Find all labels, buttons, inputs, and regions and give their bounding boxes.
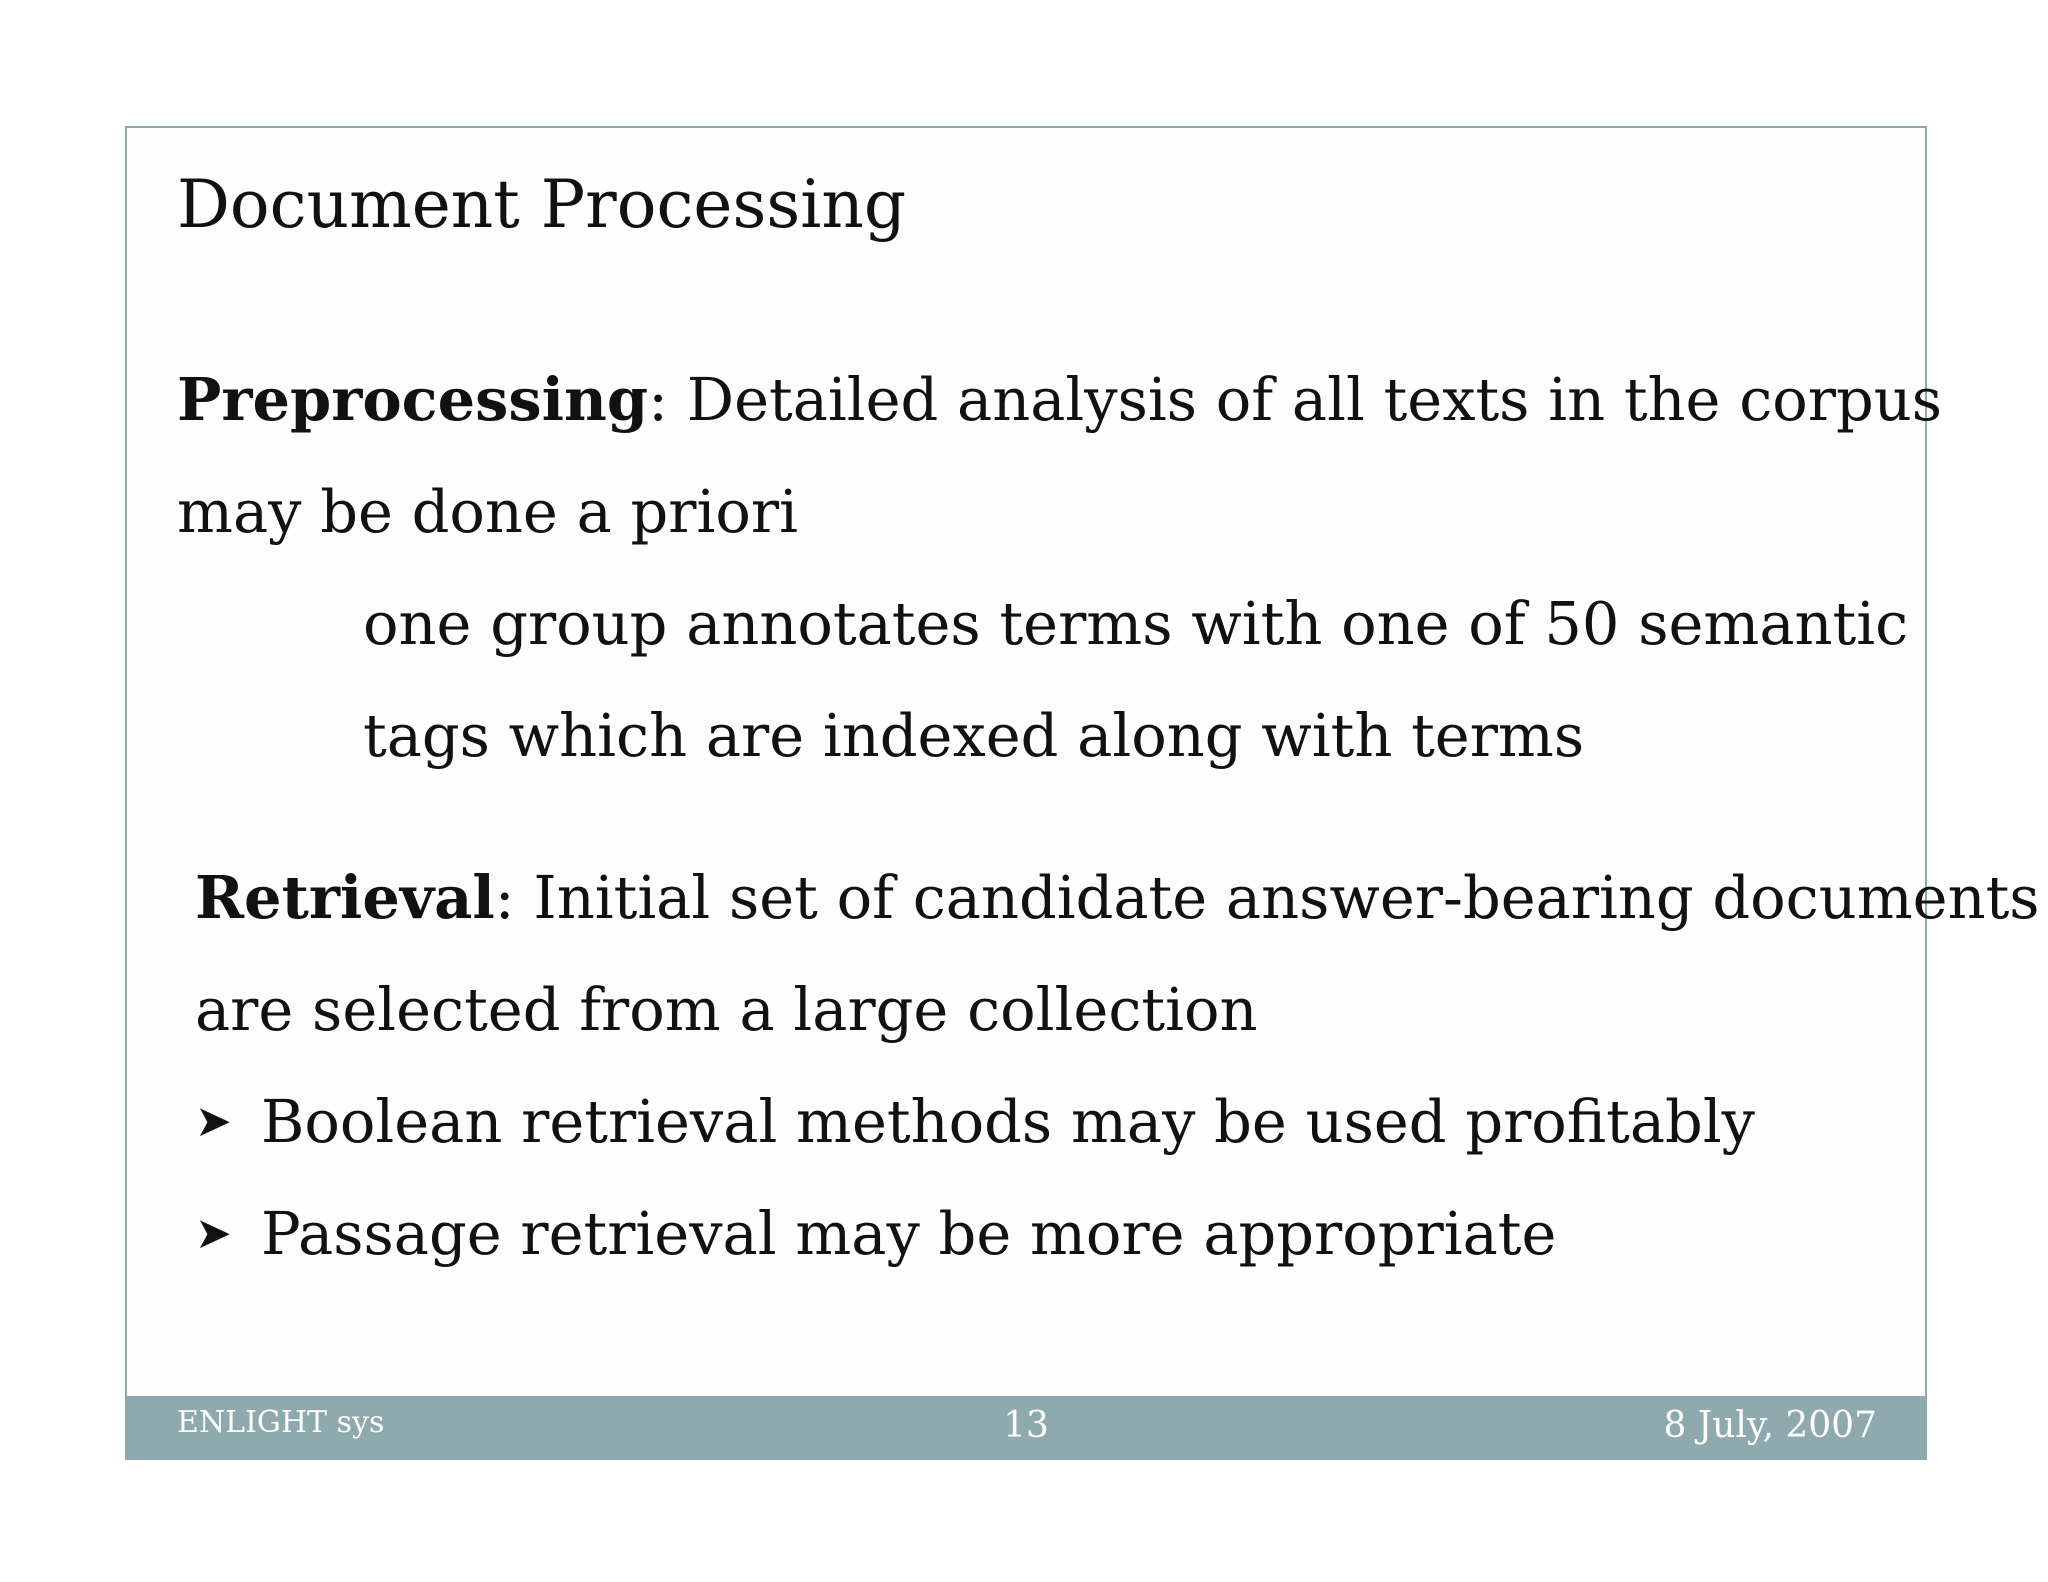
arrowhead-bullet-icon: ➤: [195, 1096, 232, 1147]
preprocessing-definition: : Detailed analysis of all texts in the corpus: [648, 365, 1943, 434]
preprocessing-sub-line-2: tags which are indexed along with terms: [363, 701, 1585, 770]
bullet-item: [195, 1087, 1756, 1156]
footer-organization: ENLIGHT sys: [177, 1405, 385, 1440]
footer-bar: [127, 1396, 1925, 1458]
slide: [125, 126, 2040, 1460]
footer-date: 8 July, 2007: [1663, 1405, 1877, 1446]
preprocessing-term: Preprocessing: [177, 365, 649, 434]
page-number: 13: [1003, 1405, 1049, 1446]
preprocessing-sub-line-1: one group annotates terms with one of 50 semantic: [363, 589, 1909, 658]
bullet-text: Passage retrieval may be more appropriate: [261, 1199, 1557, 1268]
retrieval-term: Retrieval: [195, 863, 495, 932]
bullet-text: Boolean retrieval methods may be used profitably: [261, 1087, 1756, 1156]
preprocessing-line-1: [177, 365, 1943, 434]
preprocessing-line-2: may be done a priori: [177, 477, 798, 546]
slide-title: Document Processing: [177, 166, 907, 243]
retrieval-line-1: [195, 863, 2040, 932]
arrowhead-bullet-icon: ➤: [195, 1208, 232, 1259]
retrieval-line-2: are selected from a large collection: [195, 975, 1258, 1044]
retrieval-definition: : Initial set of candidate answer-bearing documents: [494, 863, 2040, 932]
bullet-item: [195, 1199, 1557, 1268]
